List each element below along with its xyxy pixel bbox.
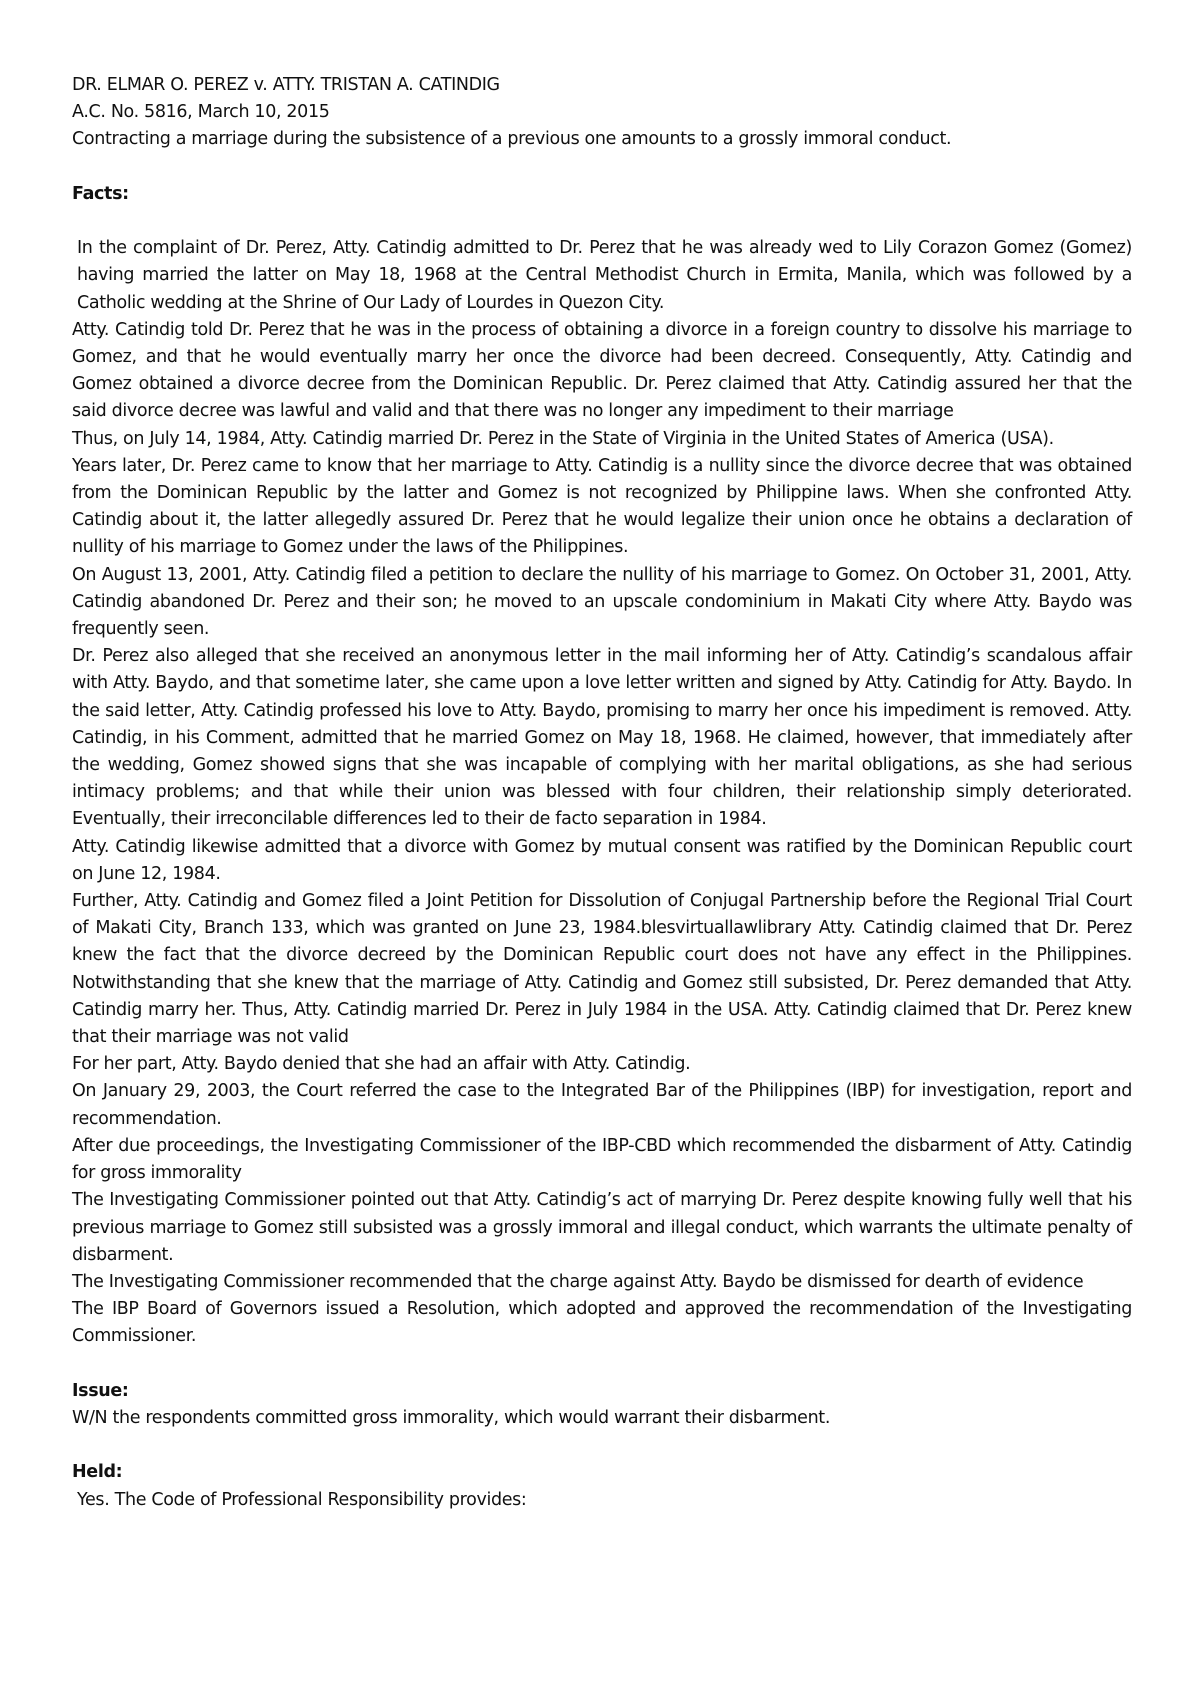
facts-paragraph: The IBP Board of Governors issued a Resolution, which adopted and approved the recommendation of the Investigating Commissioner. xyxy=(72,1299,1132,1347)
held-text: Yes. The Code of Professional Responsibility provides: xyxy=(77,1489,527,1510)
spacer xyxy=(72,154,1132,181)
held-heading: Held: xyxy=(72,1462,123,1483)
facts-paragraph: The Investigating Commissioner pointed out that Atty. Catindig’s act of marrying Dr. Perez despite knowing fully well that his previous marriage to Gomez still subsisted was a grossly immoral and illegal conduct, which warrants the ultimate penalty of disbarment. xyxy=(72,1190,1132,1265)
spacer xyxy=(72,208,1132,235)
facts-paragraph: For her part, Atty. Baydo denied that she had an affair with Atty. Catindig. xyxy=(72,1054,691,1075)
issue-heading: Issue: xyxy=(72,1380,129,1401)
facts-paragraph: Atty. Catindig likewise admitted that a divorce with Gomez by mutual consent was ratified by the Dominican Republic court on June 12, 1984. xyxy=(72,836,1132,884)
facts-paragraph: After due proceedings, the Investigating Commissioner of the IBP-CBD which recommended the disbarment of Atty. Catindig for gross immorality xyxy=(72,1135,1132,1184)
facts-paragraph: Further, Atty. Catindig and Gomez filed a Joint Petition for Dissolution of Conjugal Partnership before the Regional Trial Court of Makati City, Branch 133, which was granted on June 23, 1984.blesvirtuallawlibrary Atty. Catindig claimed that Dr. Perez knew the fact that the divorce decreed by the Dominican Republic court does not have any effect in the Philippines. Notwithstanding that she knew that the marriage of Atty. Catindig and Gomez still subsisted, Dr. Perez demanded that Atty. Catindig marry her. Thus, Atty. Catindig married Dr. Perez in July 1984 in the USA. Atty. Catindig claimed that Dr. Perez knew that their marriage was not valid xyxy=(72,891,1132,1048)
doctrine: Contracting a marriage during the subsistence of a previous one amounts to a grossly immoral conduct. xyxy=(72,129,952,150)
case-number: A.C. No. 5816, March 10, 2015 xyxy=(72,102,330,123)
facts-paragraph: Atty. Catindig told Dr. Perez that he was in the process of obtaining a divorce in a foreign country to dissolve his marriage to Gomez, and that he would eventually marry her once the divorce had been decreed. Consequently, Atty. Catindig and Gomez obtained a divorce decree from the Dominican Republic. Dr. Perez claimed that Atty. Catindig assured her that the said divorce decree was lawful and valid and that there was no longer any impediment to their marriage xyxy=(72,319,1132,422)
facts-paragraph: In the complaint of Dr. Perez, Atty. Catindig admitted to Dr. Perez that he was already wed to Lily Corazon Gomez (Gomez) having married the latter on May 18, 1968 at the Central Methodist Church in Ermita, Manila, which was followed by a Catholic wedding at the Shrine of Our Lady of Lourdes in Quezon City. xyxy=(77,238,1132,313)
facts-paragraph: The Investigating Commissioner recommended that the charge against Atty. Baydo be dismissed for dearth of evidence xyxy=(72,1271,1084,1292)
facts-paragraph: On January 29, 2003, the Court referred the case to the Integrated Bar of the Philippines (IBP) for investigation, report and recommendation. xyxy=(72,1081,1132,1129)
facts-heading: Facts: xyxy=(72,183,129,204)
facts-paragraph: Thus, on July 14, 1984, Atty. Catindig married Dr. Perez in the State of Virginia in the United States of America (USA). xyxy=(72,428,1054,449)
document-page xyxy=(72,72,1132,1514)
spacer xyxy=(72,1432,1132,1459)
issue-text: W/N the respondents committed gross immorality, which would warrant their disbarment. xyxy=(72,1407,831,1428)
facts-paragraph: Years later, Dr. Perez came to know that her marriage to Atty. Catindig is a nullity since the divorce decree that was obtained from the Dominican Republic by the latter and Gomez is not recognized by Philippine laws. When she confronted Atty. Catindig about it, the latter allegedly assured Dr. Perez that he would legalize their union once he obtains a declaration of nullity of his marriage to Gomez under the laws of the Philippines. xyxy=(72,455,1132,558)
facts-paragraph: Dr. Perez also alleged that she received an anonymous letter in the mail informing her of Atty. Catindig’s scandalous affair with Atty. Baydo, and that sometime later, she came upon a love letter written and signed by Atty. Catindig for Atty. Baydo. In the said letter, Atty. Catindig professed his love to Atty. Baydo, promising to marry her once his impediment is removed. Atty. Catindig, in his Comment, admitted that he married Gomez on May 18, 1968. He claimed, however, that immediately after the wedding, Gomez showed signs that she was incapable of complying with her marital obligations, as she had serious intimacy problems; and that while their union was blessed with four children, their relationship simply deteriorated. Eventually, their irreconcilable differences led to their de facto separation in 1984. xyxy=(72,646,1132,830)
spacer xyxy=(72,1351,1132,1378)
case-title: DR. ELMAR O. PEREZ v. ATTY. TRISTAN A. CATINDIG xyxy=(72,75,500,95)
facts-paragraph: On August 13, 2001, Atty. Catindig filed a petition to declare the nullity of his marriage to Gomez. On October 31, 2001, Atty. Catindig abandoned Dr. Perez and their son; he moved to an upscale condominium in Makati City where Atty. Baydo was frequently seen. xyxy=(72,564,1132,640)
